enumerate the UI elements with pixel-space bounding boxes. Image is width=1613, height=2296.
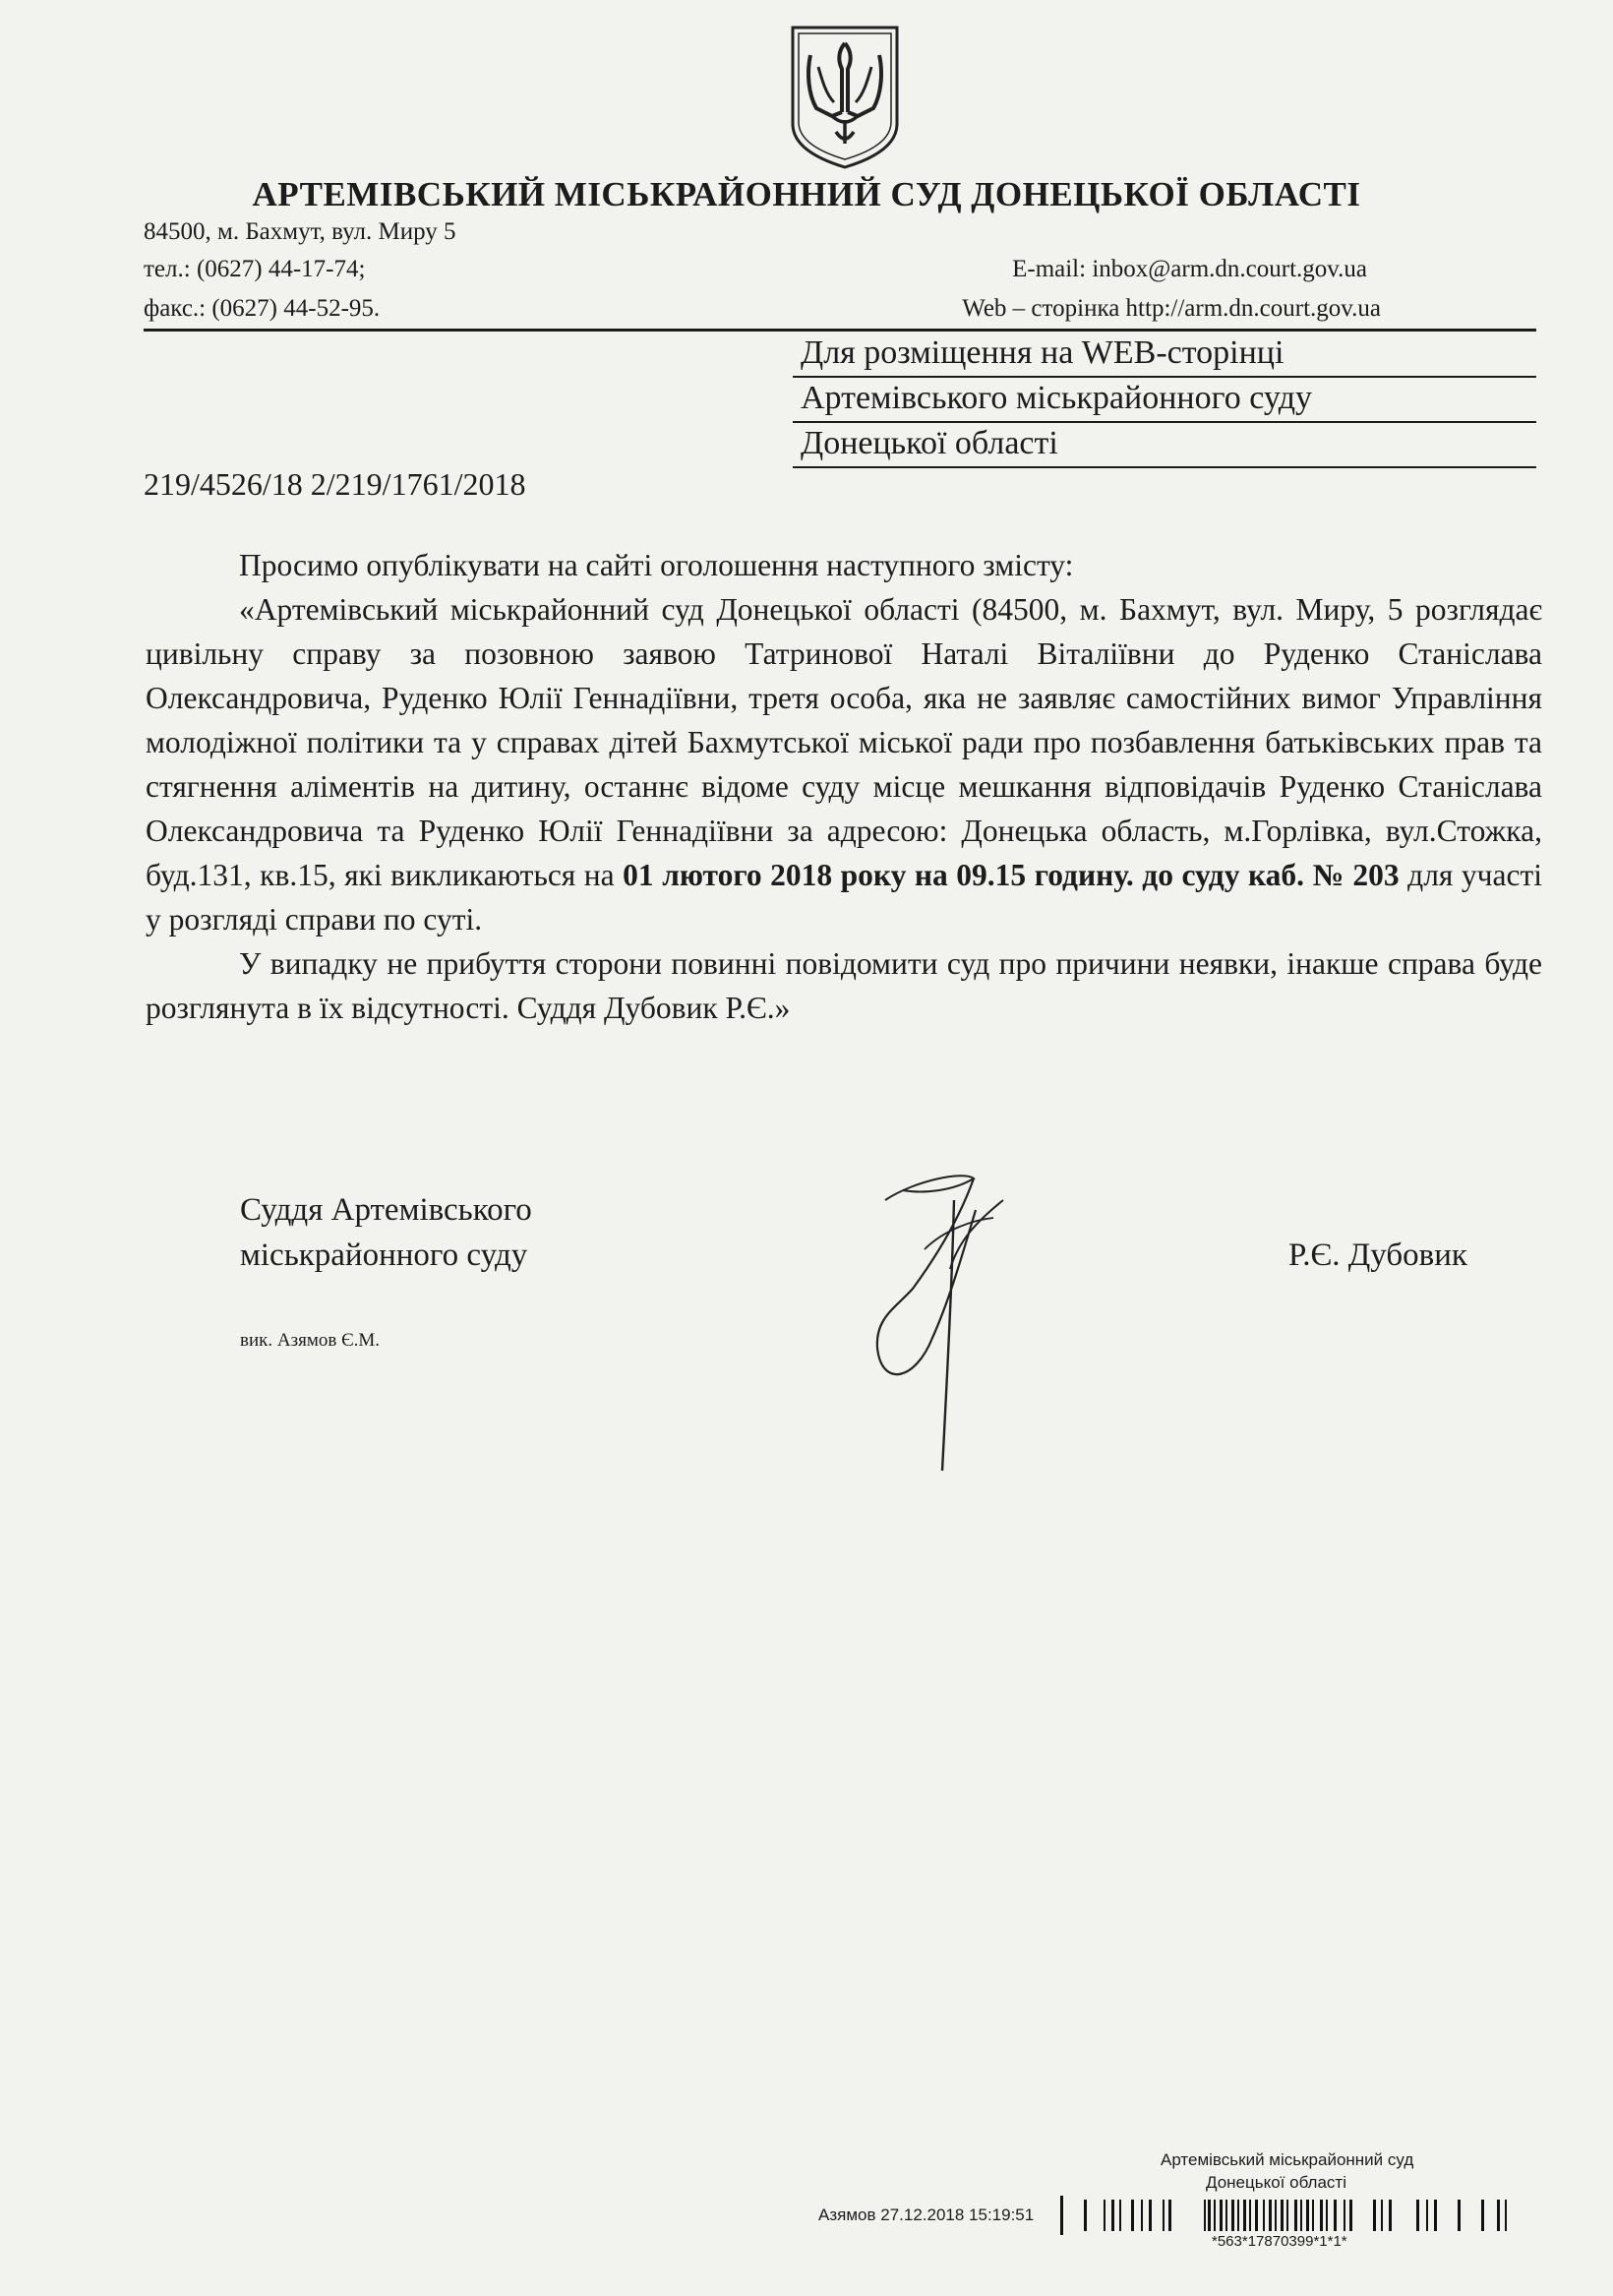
stamp-org-line-1: Артемівський міськрайонний суд [1161, 2150, 1414, 2169]
recipient-line-3: Донецької області [801, 425, 1058, 461]
stamp-org-line-2: Донецької області [1206, 2173, 1346, 2192]
body-paragraph-2: У випадку не прибуття сторони повинні повідомити суд про причини неявки, інакше справа буде розглянута в їх відсутності. Суддя Дубовик Р.Є.» [146, 946, 1542, 1025]
handwritten-signature [856, 1161, 1023, 1485]
body-p1-end: для участі у розгляді справи по суті. [146, 858, 1543, 937]
signer-position-2: міськрайонного суду [240, 1238, 528, 1273]
body-paragraph-1 [146, 587, 1542, 941]
coat-of-arms-icon [787, 22, 903, 171]
court-phone: тел.: (0627) 44-17-74; [144, 256, 366, 282]
recipient-line-2: Артемівського міськрайонного суду [801, 380, 1313, 416]
court-title: АРТЕМІВСЬКИЙ МІСЬКРАЙОННИЙ СУД ДОНЕЦЬКОЇ ОБЛАСТІ [252, 175, 1361, 213]
court-address: 84500, м. Бахмут, вул. Миру 5 [144, 218, 456, 245]
barcode [1058, 2196, 1544, 2235]
recipient-underline-3 [793, 466, 1536, 468]
recipient-line-1: Для розміщення на WEB-сторінці [801, 334, 1284, 371]
case-numbers: 219/4526/18 2/219/1761/2018 [144, 466, 526, 502]
hearing-date-bold: 01 лютого 2018 року на 09.15 годину. до суду каб. № 203 [623, 858, 1400, 892]
court-website: Web – сторінка http://arm.dn.court.gov.ua [962, 295, 1381, 322]
recipient-underline-1 [793, 376, 1536, 378]
executor-note: вик. Азямов Є.М. [240, 1330, 381, 1351]
barcode-text: *563*17870399*1*1* [1212, 2233, 1347, 2250]
header-rule [144, 329, 1536, 332]
recipient-underline-2 [793, 421, 1536, 423]
stamp-registered: Азямов 27.12.2018 15:19:51 [818, 2205, 1035, 2224]
signer-position-1: Суддя Артемівського [240, 1192, 532, 1228]
body-p1-start: «Артемівський міськрайонний суд Донецької області (84500, м. Бахмут, вул. Миру, 5 розглядає цивільну справу за позовною заявою Татринової Наталі Віталіївни до Руденко Станіслава Олександровича, Руденко Юлії Геннадіївни, третя особа, яка не заявляє самостійних вимог Управління молодіжної політики та у справах дітей Бахмутської міської ради про позбавлення батьківських прав та стягнення аліментів на дитину, останнє відоме суду місце мешкання відповідачів Руденко Станіслава Олександровича та Руденко Юлії Геннадіївни за адресою: Донецька область, м.Горлівка, вул.Стожка, буд.131, кв.15, які викликаються на [146, 592, 1542, 892]
signer-name: Р.Є. Дубовик [1288, 1238, 1467, 1273]
court-fax: факс.: (0627) 44-52-95. [144, 295, 381, 322]
letter-body [146, 543, 1542, 1030]
body-intro: Просимо опублікувати на сайті оголошення наступного змісту: [239, 548, 1074, 582]
court-email: E-mail: inbox@arm.dn.court.gov.ua [1012, 256, 1367, 282]
